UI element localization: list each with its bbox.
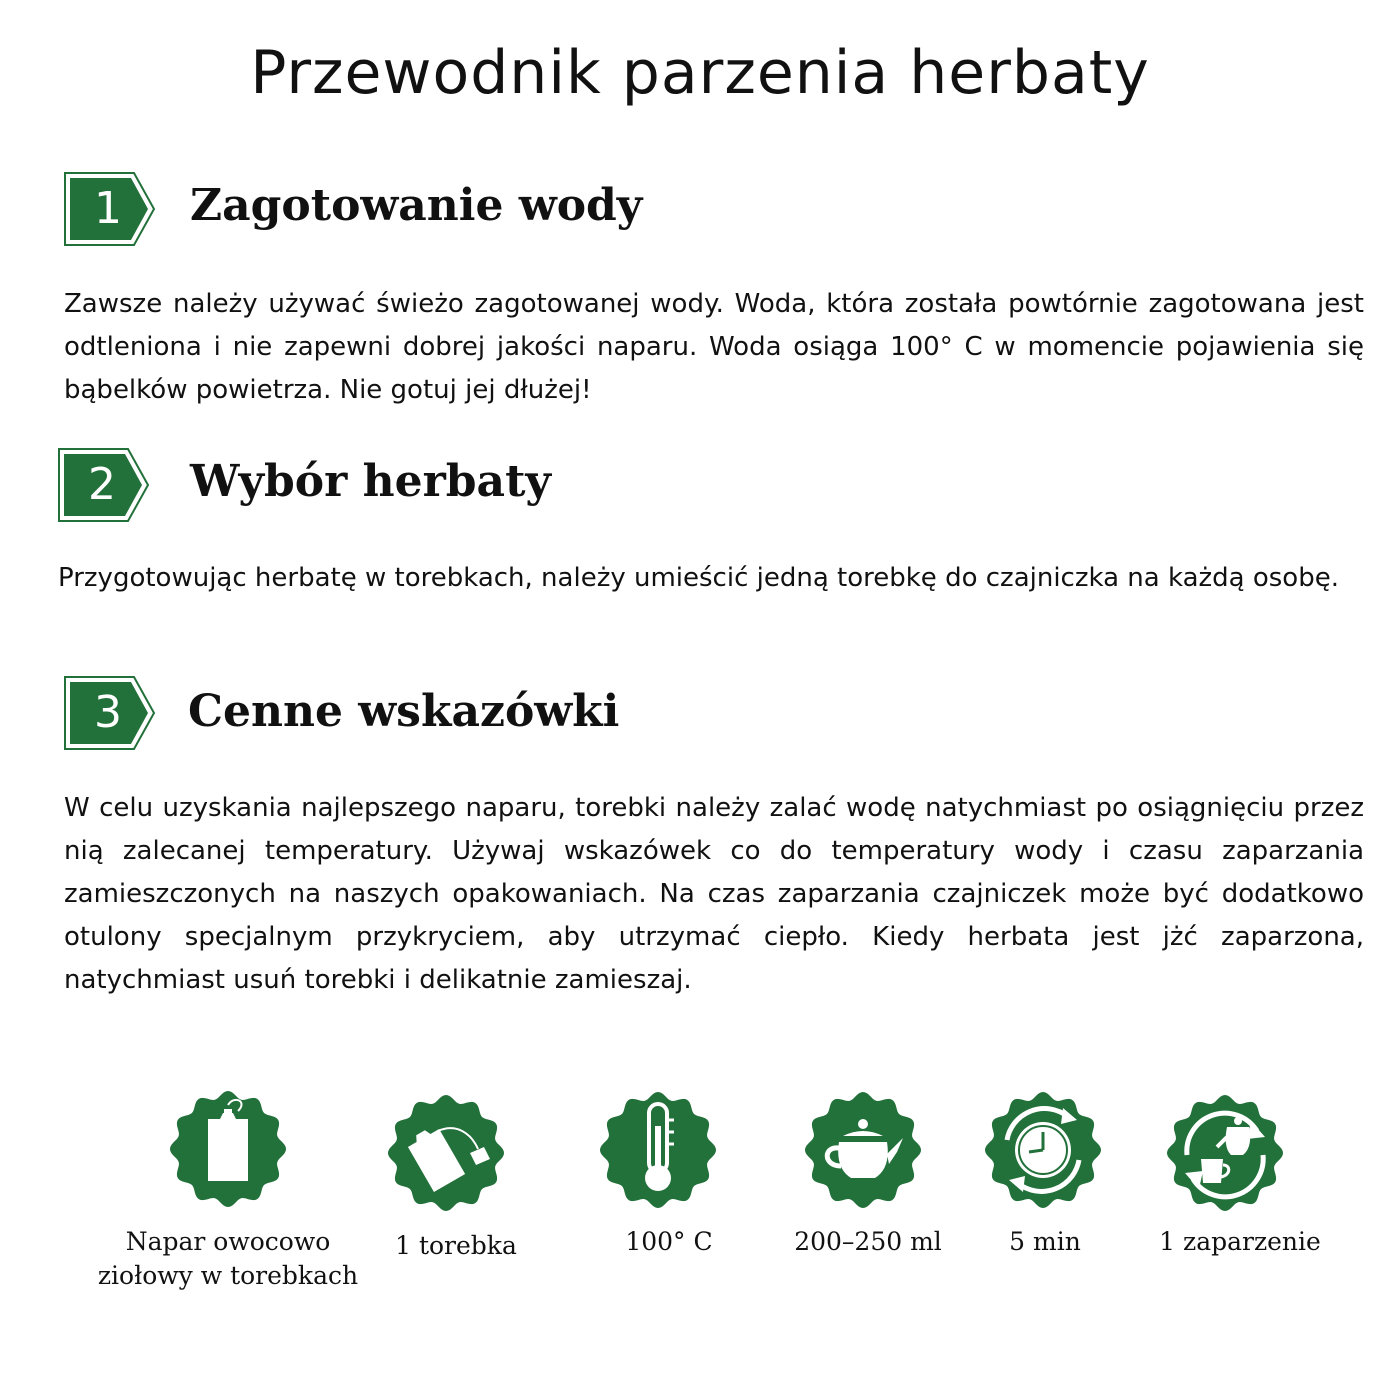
step-1-badge [64, 172, 156, 246]
step-1-heading: Zagotowanie wody [190, 180, 643, 231]
caption-infusions: 1 zaparzenie [1159, 1227, 1321, 1256]
clock-icon [983, 1090, 1103, 1210]
step-2-heading: Wybór herbaty [190, 456, 551, 507]
tea-bag-icon [168, 1089, 288, 1209]
page-title: Przewodnik parzenia herbaty [250, 38, 1150, 108]
step-2-badge [58, 448, 150, 522]
step-3-number: 3 [94, 687, 122, 738]
step-1-text: Zawsze należy używać świeżo zagotowanej wody. Woda, która została powtórnie zagotowana jest odtleniona i nie zapewni dobrej jakości naparu. Woda osiąga 100° C w momencie pojawienia się bąbelków powietrza. Nie gotuj jej dłużej! [64, 289, 1364, 405]
refill-icon [1165, 1093, 1285, 1213]
thermometer-icon [598, 1090, 718, 1210]
step-3-text: W celu uzyskania najlepszego naparu, torebki należy zalać wodę natychmiast po osiągnięciu przez nią zalecanej temperatury. Używaj wskazówek co do temperatury wody i czasu zaparzania zamieszczonych na naszych opakowaniach. Na czas zaparzania czajniczek może być dodatkowo otulony specjalnym przykryciem, aby utrzymać ciepło. Kiedy herbata jest jżć zaparzona, natychmiast usuń torebki i delikatnie zamieszaj. [64, 793, 1364, 995]
step-1-number: 1 [94, 183, 122, 234]
caption-napar [93, 1225, 363, 1293]
step-3-heading: Cenne wskazówki [188, 686, 620, 737]
caption-time: 5 min [1009, 1227, 1081, 1256]
caption-temperature: 100° C [625, 1227, 713, 1256]
teapot-icon [803, 1090, 923, 1210]
tea-bag-tilted-icon [386, 1093, 506, 1213]
step-2-number: 2 [88, 459, 116, 510]
caption-volume: 200–250 ml [794, 1227, 942, 1256]
caption-napar-line-2: ziołowy w torebkach [97, 1261, 359, 1290]
caption-napar-line-1: Napar owocowo [125, 1227, 331, 1256]
caption-torebka: 1 torebka [395, 1231, 517, 1260]
step-2-text: Przygotowując herbatę w torebkach, należy umieścić jedną torebkę do czajniczka na każdą osobę. [58, 563, 1339, 593]
step-3-badge [64, 676, 156, 750]
